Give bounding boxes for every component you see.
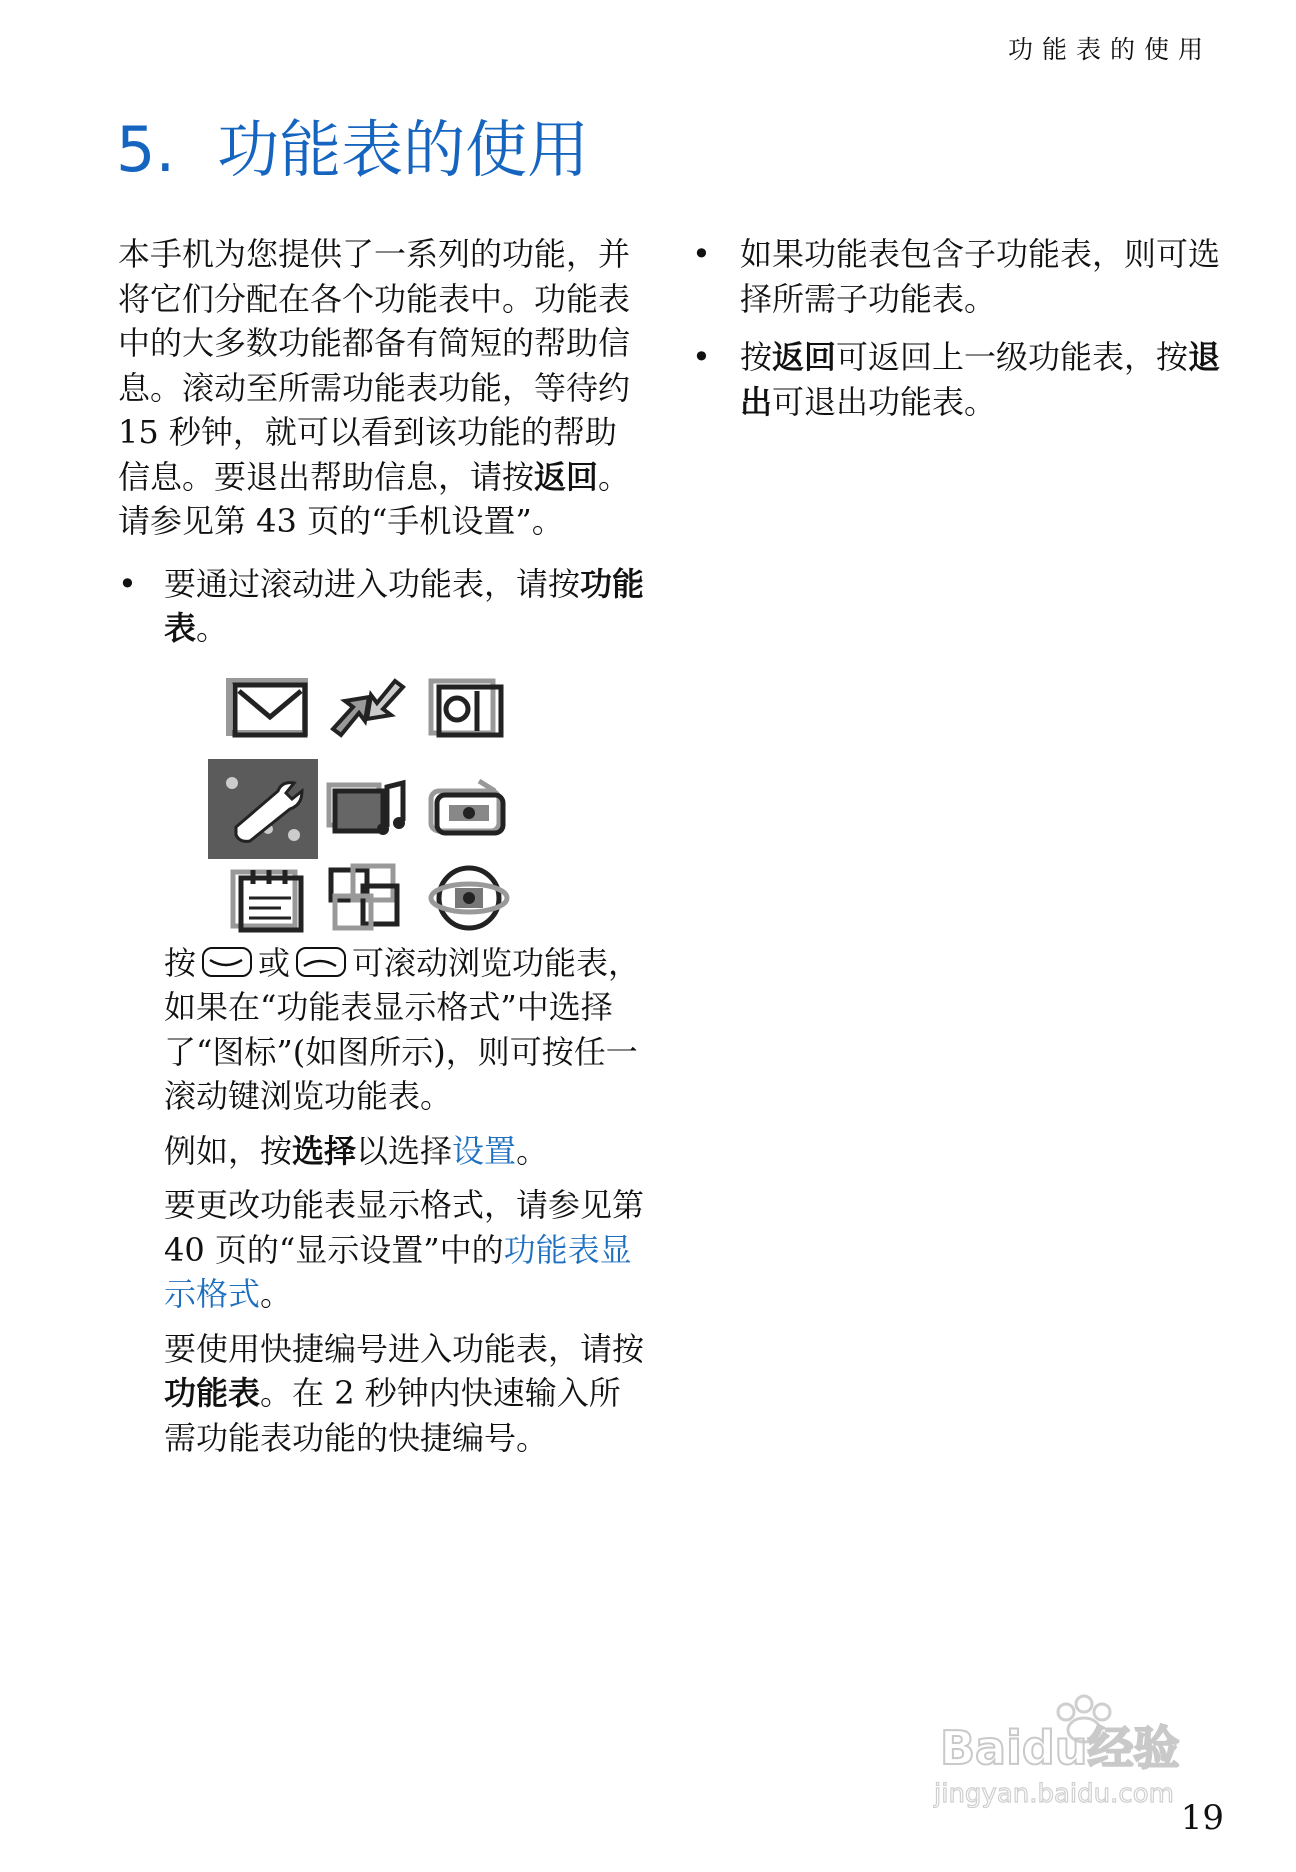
example-text-1: 例如，按 [164, 1131, 293, 1170]
bullet-text-1: 按 [740, 338, 773, 376]
contacts-icon [418, 663, 518, 753]
applications-icon [318, 853, 418, 943]
bullet-enter-menu [118, 562, 648, 651]
chapter-title [116, 100, 589, 189]
chapter-number: 5. [116, 113, 176, 186]
scroll-text-1: 按 [164, 943, 197, 982]
bullet-text-3: 可退出功能表。 [772, 382, 997, 421]
example-text-2: 以选择 [356, 1131, 453, 1170]
scroll-up-key-icon [296, 947, 346, 977]
settings-icon[interactable] [208, 759, 318, 859]
shortcut-text-2: 。在 2 秒钟内快速输入所需功能表功能的快捷编号。 [164, 1374, 621, 1457]
left-column [118, 232, 648, 1470]
back-key-label: 返回 [534, 457, 599, 496]
baidu-logo-icon [920, 1690, 1240, 1810]
bullet-submenu [692, 232, 1232, 321]
format-text-2: 。 [260, 1275, 293, 1313]
example-text-3: 。 [516, 1131, 549, 1170]
call-register-icon [318, 663, 418, 753]
gallery-icon [318, 763, 418, 853]
shortcut-paragraph [118, 1327, 648, 1461]
bullet-dot: • [118, 564, 137, 603]
intro-paragraph [118, 232, 648, 544]
menu-format-link[interactable]: 功能表显示格式 [164, 1230, 632, 1313]
svg-text:jingyan.baidu.com: jingyan.baidu.com [934, 1779, 1174, 1809]
bullet-text-end: 。 [196, 609, 229, 647]
scroll-text-2: 或 [258, 943, 291, 982]
menu-key-label: 功能表 [164, 1374, 261, 1412]
chapter-title-text: 功能表的使用 [217, 113, 590, 186]
svg-text:Baidu经验: Baidu经验 [940, 1721, 1180, 1775]
example-paragraph [118, 1129, 648, 1174]
select-key-label: 选择 [292, 1131, 357, 1170]
menu-key-label: 功能表 [164, 564, 645, 647]
messages-icon [218, 663, 318, 753]
settings-link[interactable]: 设置 [452, 1131, 517, 1170]
running-header: 功能表的使用 [1007, 35, 1212, 64]
exit-key-label: 退出 [740, 338, 1221, 421]
back-key-label: 返回 [772, 338, 837, 376]
intro-text-end: 。请参见第 43 页的“手机设置”。 [118, 457, 631, 540]
format-paragraph [118, 1183, 648, 1317]
intro-text: 本手机为您提供了一系列的功能，并将它们分配在各个功能表中。功能表中的大多数功能都备有简短的帮助信息。滚动至所需功能表功能，等待约 15 秒钟，就可以看到该功能的帮助信息。要退出帮助信息，请按 [118, 235, 631, 496]
bullet-back-exit [692, 335, 1232, 424]
format-text-1: 要更改功能表显示格式，请参见第 40 页的“显示设置”中的 [164, 1186, 645, 1269]
organizer-icon [218, 853, 318, 943]
bullet-dot: • [692, 235, 711, 273]
scroll-text-3: 可滚动浏览功能表，如果在“功能表显示格式”中选择了“图标”(如图所示)，则可按任一滚动键浏览功能表。 [164, 943, 641, 1115]
baidu-watermark [920, 1690, 1240, 1810]
profiles-icon [418, 763, 518, 853]
shortcut-text-1: 要使用快捷编号进入功能表，请按 [164, 1329, 645, 1368]
page-number: 19 [1180, 1798, 1224, 1838]
scroll-down-key-icon [202, 947, 252, 977]
bullet-text: 如果功能表包含子功能表，则可选择所需子功能表。 [740, 235, 1221, 318]
scroll-instructions [118, 941, 648, 1119]
bullet-text: 要通过滚动进入功能表，请按 [164, 564, 581, 603]
right-column [692, 232, 1232, 438]
menu-icon-grid [218, 663, 548, 933]
bullet-text-2: 可返回上一级功能表，按 [836, 338, 1189, 376]
services-icon [418, 853, 518, 943]
bullet-dot: • [692, 338, 711, 376]
